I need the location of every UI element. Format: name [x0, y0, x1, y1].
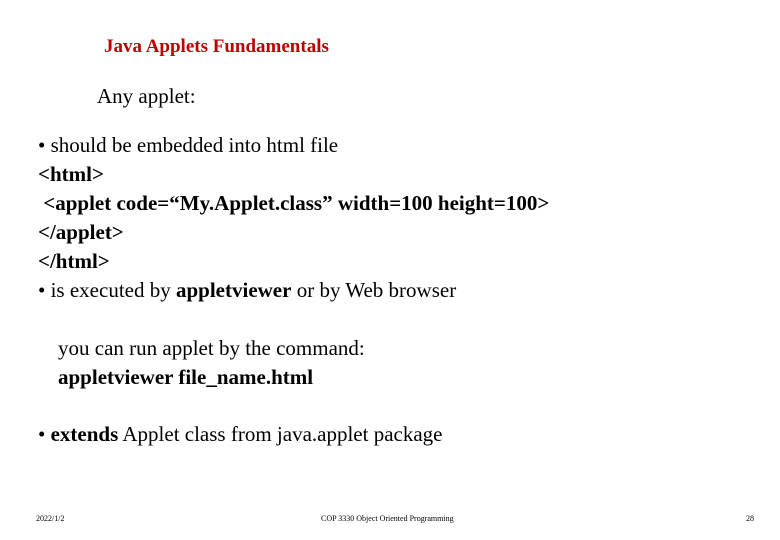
bullet-embedded: • should be embedded into html file: [38, 133, 339, 157]
bullet-extends-bold: extends: [50, 422, 119, 446]
bullet-executed: [38, 278, 456, 302]
bullet-executed-suffix: or by Web browser: [291, 278, 457, 302]
code-line-html-open: <html>: [38, 162, 104, 186]
bullet-extends: [38, 422, 443, 446]
code-line-applet-open: <applet code=“My.Applet.class” width=100 height=100>: [38, 191, 550, 215]
slide-subtitle: Any applet:: [97, 84, 196, 108]
footer-page-number: 28: [746, 514, 754, 523]
slide-title: Java Applets Fundamentals: [104, 36, 329, 57]
run-command: appletviewer file_name.html: [58, 365, 314, 389]
bullet-executed-bold: appletviewer: [175, 278, 292, 302]
bullet-extends-prefix: •: [38, 422, 51, 446]
run-note: you can run applet by the command:: [58, 336, 365, 360]
bullet-executed-prefix: • is executed by: [38, 278, 176, 302]
footer-course: COP 3330 Object Oriented Programming: [321, 514, 454, 523]
code-line-html-close: </html>: [38, 249, 110, 273]
code-line-applet-close: </applet>: [38, 220, 124, 244]
bullet-extends-suffix: Applet class from java.applet package: [118, 422, 443, 446]
footer-date: 2022/1/2: [36, 514, 65, 523]
